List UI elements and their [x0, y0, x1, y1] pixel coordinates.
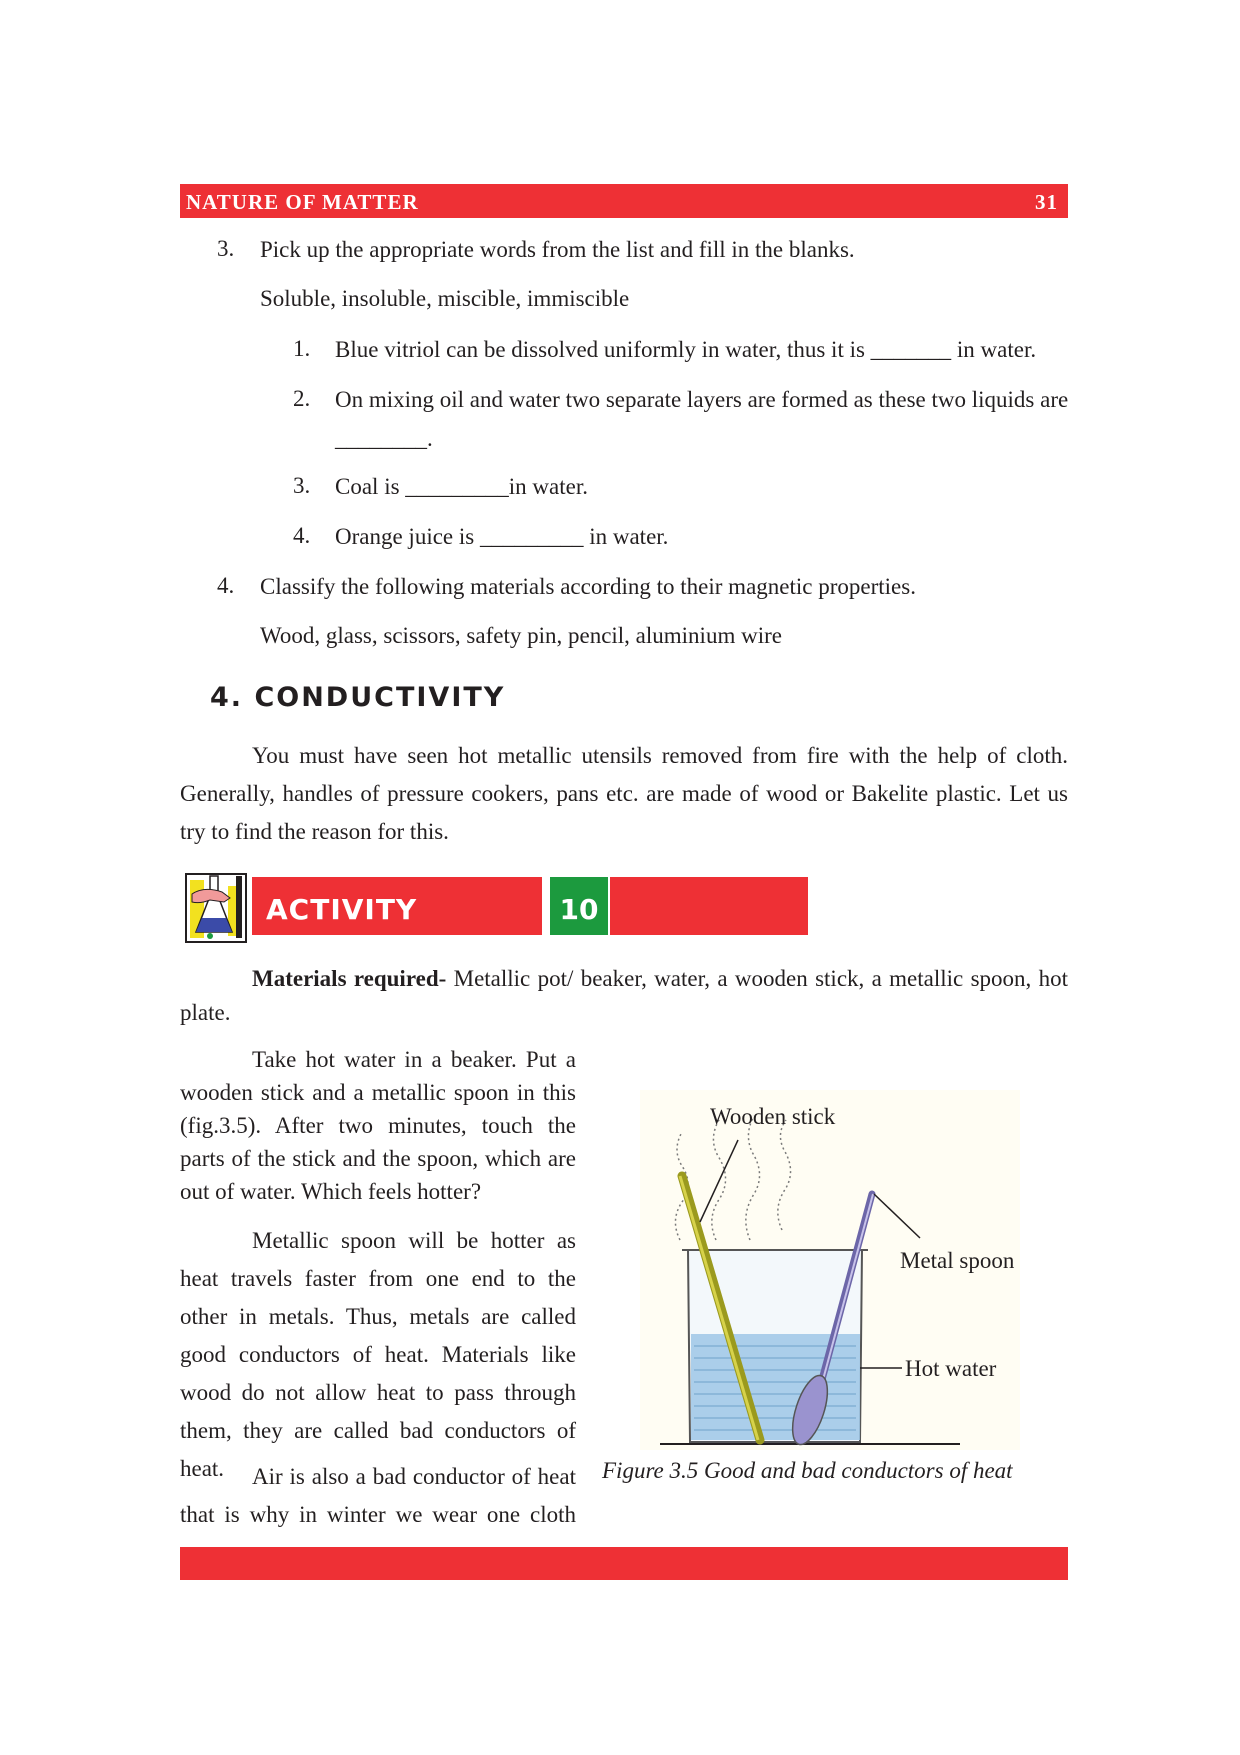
label-metal-spoon: Metal spoon [900, 1248, 1015, 1273]
activity-paragraph: Air is also a bad conductor of heat that is why in winter we wear one cloth [180, 1464, 576, 1527]
materials-label: Materials required- [252, 966, 447, 991]
figure-caption: Figure 3.5 Good and bad conductors of heat [602, 1458, 1013, 1483]
chapter-title: NATURE OF MATTER [186, 190, 419, 214]
item-text: Orange juice is _________ in water. [335, 524, 669, 549]
footer-bar [180, 1547, 1068, 1580]
label-hot-water: Hot water [905, 1356, 997, 1381]
section-heading: 4. CONDUCTIVITY [210, 682, 506, 713]
item-number: 4. [293, 523, 311, 548]
question-text: Pick up the appropriate words from the list and fill in the blanks. [260, 237, 855, 262]
activity-number: 10 [559, 893, 599, 926]
page-number: 31 [1035, 190, 1058, 214]
material-list: Wood, glass, scissors, safety pin, pencil, aluminium wire [260, 623, 782, 648]
section-intro: You must have seen hot metallic utensils removed from fire with the help of cloth. Generally, handles of pressure cookers, pans etc. are made of wood or Bakelite plastic. Let us try to find the reason for this. [180, 743, 1068, 844]
item-text-continued: ________. [335, 426, 433, 451]
materials-required [180, 962, 1068, 1030]
activity-paragraph: Take hot water in a beaker. Put a wooden stick and a metallic spoon in this (fig.3.5). After two minutes, touch the parts of the stick and the spoon, which are out of water. Which feels hotter? [180, 1047, 576, 1204]
item-number: 3. [293, 473, 311, 498]
item-text: Coal is _________in water. [335, 474, 588, 499]
activity-banner-tail [610, 877, 808, 935]
materials-text: Metallic pot/ beaker, water, a wooden stick, a metallic spoon, hot plate. [180, 966, 1068, 1025]
question-number: 3. [217, 236, 235, 261]
question-number: 4. [217, 573, 235, 598]
label-wooden-stick: Wooden stick [710, 1104, 836, 1129]
word-list: Soluble, insoluble, miscible, immiscible [260, 286, 630, 311]
question-text: Classify the following materials according to their magnetic properties. [260, 574, 916, 599]
item-text: Blue vitriol can be dissolved uniformly in water, thus it is _______ in water. [335, 337, 1037, 362]
activity-paragraph: Metallic spoon will be hotter as heat travels faster from one end to the other in metals. Thus, metals are called good conductors of heat. Materials like wood do not allow heat to pass through them, they are called bad conductors of heat. [180, 1228, 576, 1481]
item-number: 1. [293, 336, 311, 361]
item-number: 2. [293, 386, 311, 411]
activity-label: ACTIVITY [266, 893, 418, 926]
activity-icon [184, 872, 248, 944]
item-text: On mixing oil and water two separate layers are formed as these two liquids are [335, 387, 1069, 412]
